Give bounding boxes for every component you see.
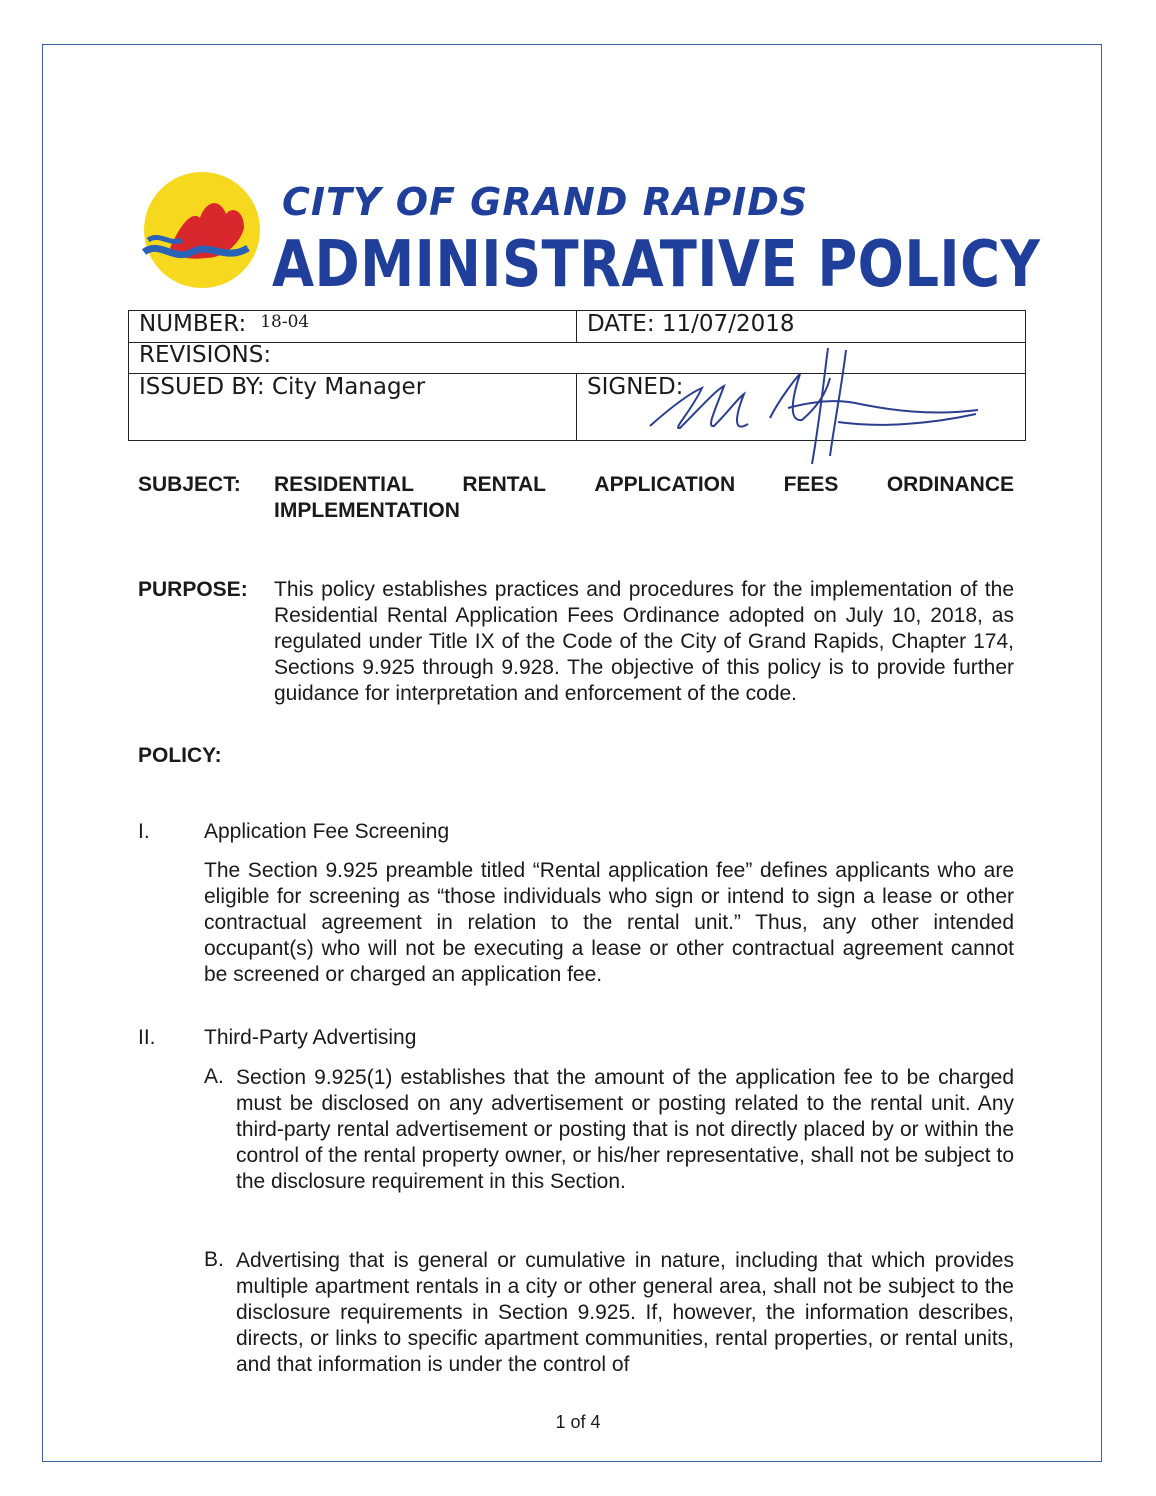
subject-word: RESIDENTIAL xyxy=(274,473,415,496)
date-value: 11/07/2018 xyxy=(661,311,795,337)
list-marker: A. xyxy=(204,1065,224,1088)
handwritten-signature xyxy=(620,338,990,468)
date-cell xyxy=(577,311,794,337)
subject-word: APPLICATION xyxy=(594,473,736,496)
revisions-label: REVISIONS: xyxy=(139,342,272,368)
subject-title-line2: IMPLEMENTATION xyxy=(274,499,460,522)
list-item-text: Advertising that is general or cumulative in nature, including that which provides multiple apartment rentals in a city or other general area, shall not be subject to the disclosure requirements in Section 9.925. If, however, the information describes, directs, or links to specific apartment communities, rental properties, or rental units, and that information is under the control of xyxy=(236,1249,1014,1376)
page-number: 1 of 4 xyxy=(555,1412,601,1432)
issued-by-cell xyxy=(129,374,425,400)
date-label: DATE: xyxy=(587,311,655,337)
subject-title-line1 xyxy=(274,473,1014,497)
subject-label: SUBJECT: xyxy=(138,473,241,496)
subject-word: ORDINANCE xyxy=(886,473,1014,496)
purpose-label: PURPOSE: xyxy=(138,578,248,601)
policy-label: POLICY: xyxy=(138,744,222,767)
section-paragraph: The Section 9.925 preamble titled “Rental application fee” defines applicants who are eligible for screening as “those individuals who sign or intend to sign a lease or other contractual agreement in relation to the rental unit.” Thus, any other intended occupant(s) who will not be executing a lease or other contractual agreement cannot be screened or charged an application fee. xyxy=(204,859,1014,986)
issued-by-value: City Manager xyxy=(271,374,426,400)
subject-word: RENTAL xyxy=(462,473,547,496)
policy-title: ADMINISTRATIVE POLICY xyxy=(272,228,1041,302)
subject-word: FEES xyxy=(783,473,839,496)
number-label: NUMBER: xyxy=(139,311,247,337)
section-title: Application Fee Screening xyxy=(204,820,450,843)
purpose-text: This policy establishes practices and procedures for the implementation of the Residential Rental Application Fees Ordinance adopted on July 10, 2018, as regulated under Title IX of the Code of the City of Grand Rapids, Chapter 174, Sections 9.925 through 9.928. The objective of this policy is to provide further guidance for interpretation and enforcement of the code. xyxy=(274,578,1014,705)
number-value: 18-04 xyxy=(260,312,310,332)
city-logo xyxy=(140,170,260,290)
signed-label: SIGNED: xyxy=(587,374,684,400)
number-cell xyxy=(129,311,309,337)
city-name: CITY OF GRAND RAPIDS xyxy=(282,180,809,224)
section-number: I. xyxy=(138,820,150,843)
section-number: II. xyxy=(138,1026,156,1049)
revisions-cell xyxy=(129,342,271,368)
list-marker: B. xyxy=(204,1248,224,1271)
section-title: Third-Party Advertising xyxy=(204,1026,417,1049)
list-item-text: Section 9.925(1) establishes that the amount of the application fee to be charged must be disclosed on any advertisement or posting related to the rental unit. Any third-party rental advertisement or posting that is not directly placed by or within the control of the rental property owner, or his/her representative, shall not be subject to the disclosure requirement in this Section. xyxy=(236,1066,1014,1193)
issued-by-label: ISSUED BY: xyxy=(139,374,265,400)
